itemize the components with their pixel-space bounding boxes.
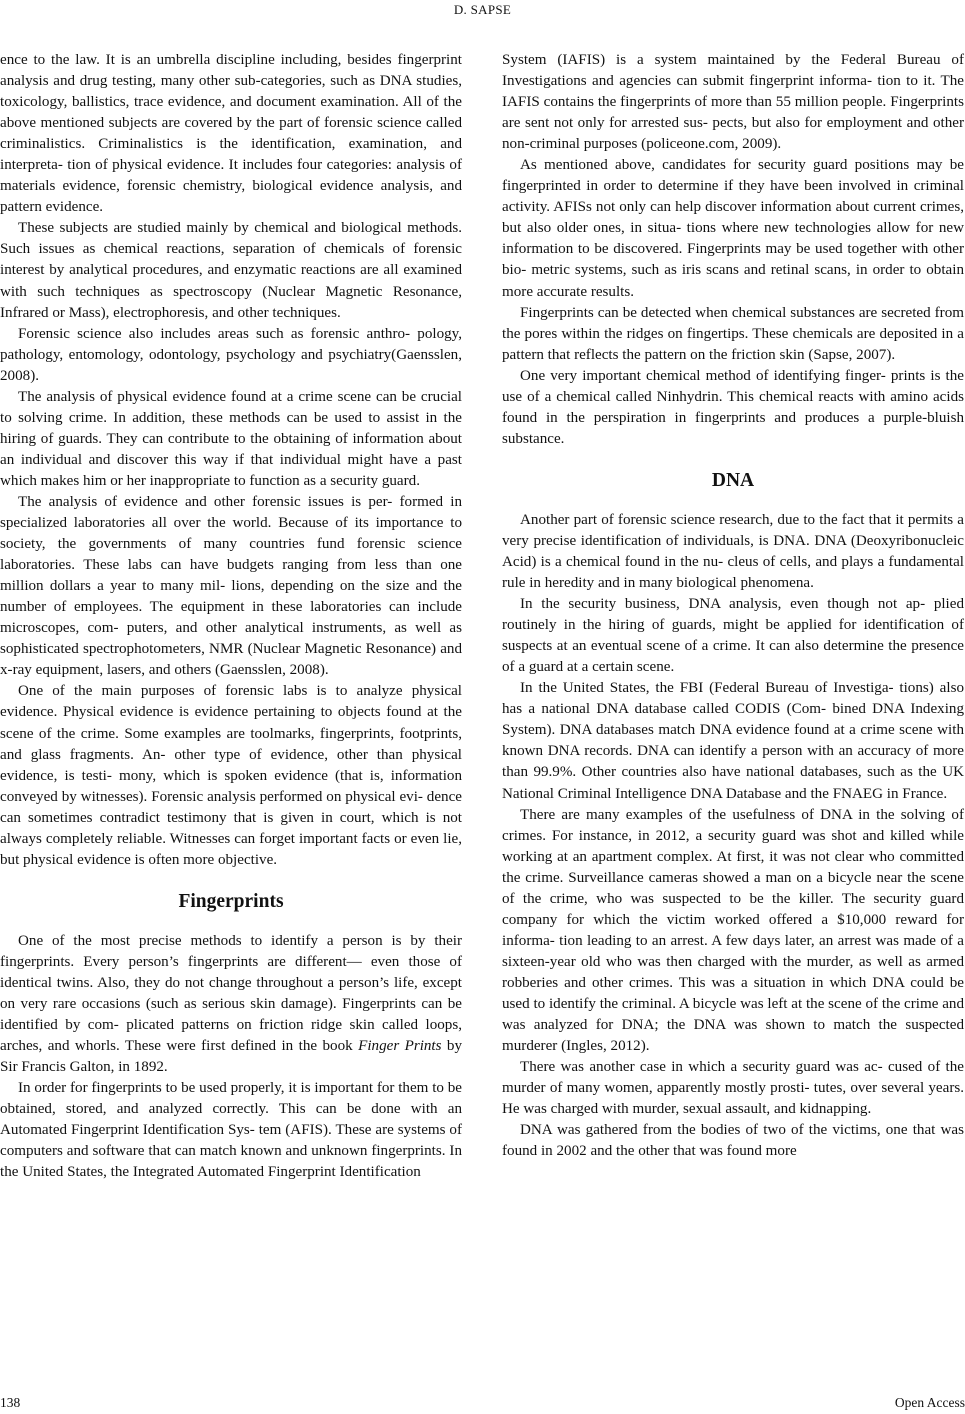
paragraph xyxy=(0,931,462,1078)
paragraph: ence to the law. It is an umbrella discipline including, besides fingerprint analysis and drug testing, many other sub-categories, such as DNA studies, toxicology, ballistics, trace evidence, and document examination. All of the above mentioned subjects are covered by the part of forensic science called criminalistics. Criminalistics is the identification, examination, and interpreta- tion of physical evidence. It includes four categories: analysis of materials evidence, forensic chemistry, biological evidence analysis, and pattern evidence. xyxy=(0,52,462,216)
running-head: D. SAPSE xyxy=(453,2,512,17)
paragraph: There are many examples of the usefulness of DNA in the solving of crimes. For instance, in 2012, a security guard was shot and killed while working at an apartment complex. At first, it was not clear who committed the crime. Surveillance cameras showed a man on a bicycle near the scene of the crime, who was suspected to be the killer. The security guard company for which the victim worked offered a $10,000 reward for informa- tion leading to an arrest. A few days later, an arrest was made of a sixteen-year old who was then charged with the murder, as well as armed robberies and other crimes. This was a situation in which DNA could be used to identify the criminal. A bicycle was left at the scene of the crime and was analyzed for DNA; the DNA was shown to match the suspected murderer (Ingles, 2012). xyxy=(502,806,964,1055)
paragraph: In the security business, DNA analysis, even though not ap- plied routinely in the hiring of guards, might be applied for identification of suspects at an eventual scene of a crime. It can also determine the presence of a guard at a certain scene. xyxy=(502,596,964,676)
paragraph: Forensic science also includes areas such as forensic anthro- pology, pathology, entomology, odontology, psychology and psychiatry(Gaensslen, 2008). xyxy=(0,325,462,384)
open-access-label: Open Access xyxy=(894,1395,965,1410)
paragraph: Fingerprints can be detected when chemical substances are secreted from the pores within the ridges on fingertips. These chemicals are deposited in a pattern that reflects the pattern on the friction skin (Sapse, 2007). xyxy=(502,304,964,363)
paragraph: In the United States, the FBI (Federal Bureau of Investiga- tions) also has a national DNA database called CODIS (Com- bined DNA Indexing System). DNA databases match DNA evidence found at a crime scene with known DNA records. DNA can identify a person with an accuracy of more than 99.9%. Other countries also have national databases, such as the UK National Criminal Intelligence DNA Database and the FNAEG in France. xyxy=(502,680,964,802)
page-number: 138 xyxy=(0,1395,21,1410)
section-heading-fingerprints: Fingerprints xyxy=(178,890,284,912)
paragraph: As mentioned above, candidates for security guard positions may be fingerprinted in order to determine if they have been involved in criminal activity. AFISs not only can help discover information about current crimes, but also older ones, in situa- tions where new technologies allow for new information to be discovered. Fingerprints may be used together with other bio- metric systems, such as iris scans and retinal scans, in order to obtain more accurate results. xyxy=(502,157,964,300)
paragraph: The analysis of evidence and other forensic issues is per- formed in specialized laboratories all over the world. Because of its importance to society, the governments of many countries fund forensic science laboratories. These labs can have budgets ranging from less than one million dollars a year to many mil- lions, depending on the size and the number of employees. The equipment in these laboratories can include microscopes, com- puters, and other analytical instruments, as well as sophisticated spectrophotometers, NMR (Nuclear Magnetic Resonance) and x-ray equipment, lasers, and others (Gaensslen, 2008). xyxy=(0,493,462,679)
paragraph: There was another case in which a security guard was ac- cused of the murder of many women, apparently mostly prosti- tutes, over several years. He was charged with murder, sexual assault, and kidnapping. xyxy=(502,1059,964,1118)
page-footer xyxy=(0,1395,965,1413)
paragraph: In order for fingerprints to be used properly, it is important for them to be obtained, stored, and analyzed correctly. This can be done with an Automated Fingerprint Identification Sys- tem (AFIS). These are systems of computers and software that can match known and unknown fingerprints. In the United States, the Integrated Automated Fingerprint Identification xyxy=(0,1080,462,1181)
paragraph-text: One of the most precise methods to identify a person is by their fingerprints. Every person’s fingerprints are different— even those of identical twins. Also, they do not change throughout a person’s life, except on very rare occasions (such as serious skin damage). Fingerprints can be identified by com- plicated patterns on friction ridge skin called loops, arches, and whorls. These were first defined in the book xyxy=(0,932,462,1055)
left-column xyxy=(0,50,462,1183)
right-column xyxy=(502,50,964,1162)
section-heading-dna: DNA xyxy=(711,469,755,491)
paragraph: One of the main purposes of forensic labs is to analyze physical evidence. Physical evidence is evidence pertaining to objects found at the scene of the crime. Some examples are toolmarks, fingerprints, footprints, and glass fragments. An- other type of evidence, other than physical evidence, is testi- mony, which is spoken evidence (that is, information conveyed by witnesses). Forensic analysis performed on physical evi- dence can sometimes contradict testimony that is given in court, which is not always completely reliable. Witnesses can forget important facts or even lie, but physical evidence is often more objective. xyxy=(0,683,462,868)
paragraph: The analysis of physical evidence found at a crime scene can be crucial to solving crime. In addition, these methods can be used to assist in the hiring of guards. They can contribute to the obtaining of information about an individual and discover this way if that individual might have a past which makes him or her inappropriate to function as a security guard. xyxy=(0,388,462,489)
paragraph: DNA was gathered from the bodies of two of the victims, one that was found in 2002 and the other that was found more xyxy=(502,1122,964,1160)
paragraph: Another part of forensic science research, due to the fact that it permits a very precise identification of individuals, is DNA. DNA (Deoxyribonucleic Acid) is a chemical found in the nu- cleus of cells, and plays a fundamental rule in heredity and in many biological phenomena. xyxy=(502,511,964,592)
paragraph: System (IAFIS) is a system maintained by the Federal Bureau of Investigations and agencies can submit fingerprint informa- tion to it. The IAFIS contains the fingerprints of more than 55 million people. Fingerprints are sent not only for arrested sus- pects, but also for employment and other non-criminal purposes (policeone.com, 2009). xyxy=(502,52,964,153)
book-title: Finger Prints xyxy=(358,1038,442,1055)
paragraph-text: by Sir Francis Galton, in 1892. xyxy=(0,1038,463,1076)
paragraph: One very important chemical method of identifying finger- prints is the use of a chemical called Ninhydrin. This chemical reacts with amino acids found in the perspiration in fingerprints and produces a purple-bluish substance. xyxy=(502,367,964,447)
paragraph: These subjects are studied mainly by chemical and biological methods. Such issues as chemical reactions, separation of chemicals of forensic interest by analytical procedures, and enzymatic reactions are all examined with such techniques as spectroscopy (Nuclear Magnetic Resonance, Infrared or Mass), electrophoresis, and other techniques. xyxy=(0,220,462,321)
